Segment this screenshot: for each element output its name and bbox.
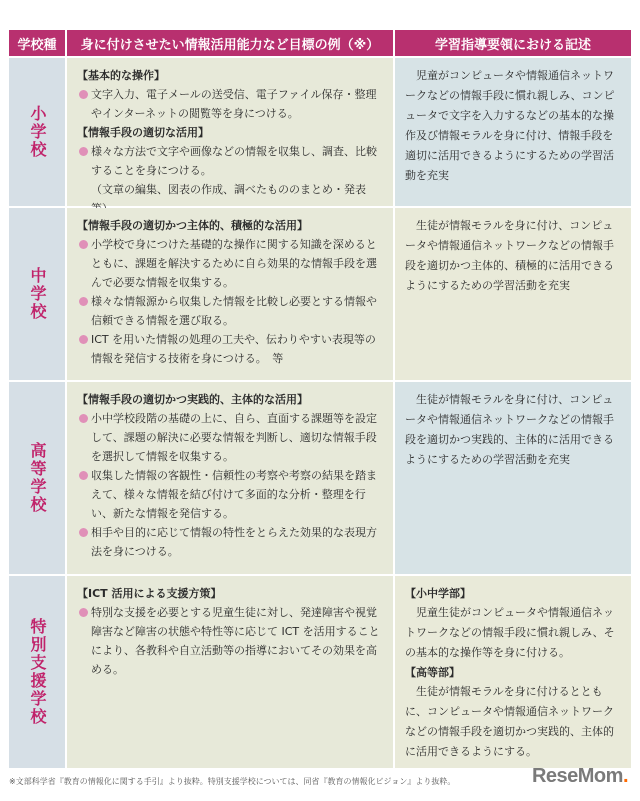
curriculum-text: 生徒が情報モラルを身に付け、コンピュータや情報通信ネットワークなどの情報手段を適切かつ主体的、積極的に活用できるようにするための学習活動を充実 [405, 219, 614, 292]
school-label: 小学校 [28, 105, 47, 159]
header-school-type: 学校種 [9, 30, 65, 56]
section-heading: 【情報手段の適切かつ実践的、主体的な活用】 [77, 393, 308, 406]
bullet-item: 小学校で身につけた基礎的な操作に関する知識を深めるとともに、課題を解決するために自ら効果的な情報手段を選んで必要な情報を収集する。 [77, 235, 385, 292]
bullet-item: ICT を用いた情報の処理の工夫や、伝わりやすい表現等の情報を発信する技術を身につける。 等 [77, 330, 385, 368]
school-label: 中学校 [28, 267, 47, 321]
bullet-item: 小中学校段階の基礎の上に、自ら、直面する課題等を設定して、課題の解決に必要な情報を判断し、適切な情報手段を選択して情報を収集する。 [77, 409, 385, 466]
section-heading: 【基本的な操作】 [77, 69, 165, 82]
skills-cell [67, 382, 393, 574]
curriculum-text: 生徒が情報モラルを身に付け、コンピュータや情報通信ネットワークなどの情報手段を適切かつ実践的、主体的に活用できるようにするための学習活動を充実 [405, 393, 614, 466]
section-heading: 【情報手段の適切な活用】 [77, 126, 209, 139]
row-special-support [9, 576, 631, 768]
section-heading: 【小中学部】 [405, 587, 471, 600]
school-label: 高等学校 [28, 442, 47, 514]
curriculum-text: 児童生徒がコンピュータや情報通信ネットワークなどの情報手段に慣れ親しみ、その基本的な操作等を身に付ける。 [405, 606, 615, 659]
bullet-item: 相手や目的に応じて情報の特性をとらえた効果的な表現方法を身につける。 [77, 523, 385, 561]
bullet-item: 特別な支援を必要とする児童生徒に対し、発達障害や視覚障害など障害の状態や特性等に応じて ICT を活用することにより、各教科や自立活動等の指導においてその効果を高める。 [77, 603, 385, 679]
source-footnote: ※文部科学省『教育の情報化に関する手引』より抜粋。特別支援学校については、同省『教育の情報化ビジョン』より抜粋。 [9, 777, 456, 786]
bullet-item: 収集した情報の客観性・信頼性の考察や考察の結果を踏まえて、様々な情報を結び付けて多面的な分析・整理を行い、新たな情報を発信する。 [77, 466, 385, 523]
curriculum-cell [395, 576, 631, 768]
school-cell [9, 382, 65, 574]
school-cell [9, 58, 65, 206]
bullet-item: 文字入力、電子メールの送受信、電子ファイル保存・整理やインターネットの閲覧等を身につける。 [77, 85, 385, 123]
resemom-logo [532, 765, 628, 788]
section-heading: 【情報手段の適切かつ主体的、積極的な活用】 [77, 219, 308, 232]
header-curriculum: 学習指導要領における記述 [395, 30, 631, 56]
section-heading: 【ICT 活用による支援方策】 [77, 587, 222, 600]
curriculum-text: 児童がコンピュータや情報通信ネットワークなどの情報手段に慣れ親しみ、コンピュータで文字を入力するなどの基本的な操作及び情報モラルを身に付け、情報手段を適切に活用できるようにするための学習活動を充実 [405, 69, 615, 182]
bullet-item: 様々な方法で文字や画像などの情報を収集し、調査、比較することを身につける。 [77, 142, 385, 180]
row-elementary [9, 58, 631, 206]
section-heading: 【高等部】 [405, 666, 460, 679]
logo-text: ReseMom [531, 765, 623, 787]
curriculum-cell [395, 208, 631, 380]
curriculum-cell [395, 382, 631, 574]
bullet-item: 様々な情報源から収集した情報を比較し必要とする情報や信頼できる情報を選び取る。 [77, 292, 385, 330]
header-skill-goals: 身に付けさせたい情報活用能力など目標の例（※） [67, 30, 393, 56]
curriculum-cell [395, 58, 631, 206]
note-text: （文章の編集、図表の作成、調べたもののまとめ・発表 [91, 183, 366, 196]
logo-dot: . [622, 765, 628, 787]
row-high-school [9, 382, 631, 574]
skills-cell [67, 58, 393, 206]
curriculum-text: 生徒が情報モラルを身に付けるとともに、コンピュータや情報通信ネットワークなどの情報手段を適切かつ実践的、主体的に活用できるようにする。 [405, 685, 614, 758]
skills-cell [67, 576, 393, 768]
school-cell [9, 576, 65, 768]
school-cell [9, 208, 65, 380]
skills-cell [67, 208, 393, 380]
row-junior-high [9, 208, 631, 380]
school-label: 特別支援学校 [28, 618, 47, 726]
